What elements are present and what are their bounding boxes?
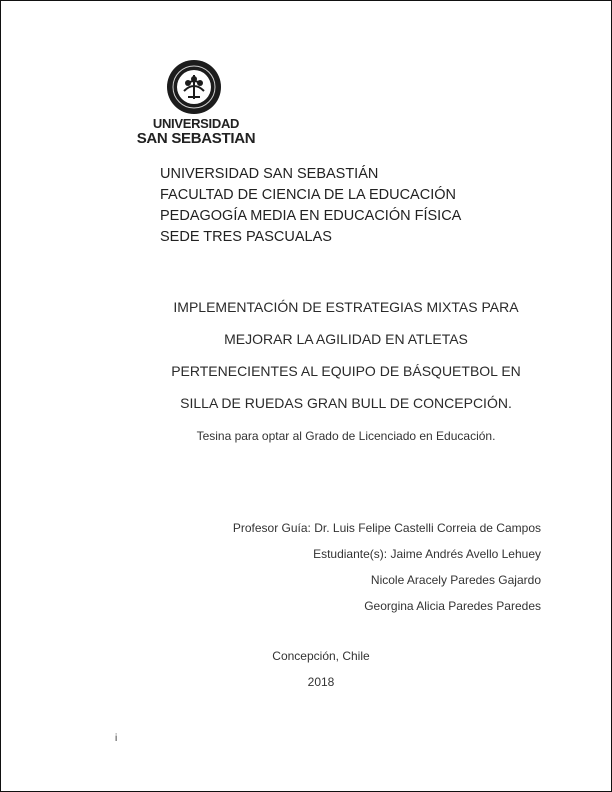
thesis-title-line-1: IMPLEMENTACIÓN DE ESTRATEGIAS MIXTAS PARA <box>173 299 519 315</box>
university-name: UNIVERSIDAD SAN SEBASTIÁN <box>160 166 379 182</box>
thesis-title-line-2: MEJORAR LA AGILIDAD EN ATLETAS <box>224 331 468 347</box>
guide-professor: Profesor Guía: Dr. Luis Felipe Castelli Correia de Campos <box>232 521 541 535</box>
faculty-name: FACULTAD DE CIENCIA DE LA EDUCACIÓN <box>160 187 456 203</box>
student-2: Nicole Aracely Paredes Gajardo <box>370 573 541 587</box>
thesis-title-line-3: PERTENECIENTES AL EQUIPO DE BÁSQUETBOL EN <box>171 363 521 379</box>
student-1: Estudiante(s): Jaime Andrés Avello Lehuey <box>313 547 541 561</box>
logo-wordmark <box>136 117 256 147</box>
logo-line-1: UNIVERSIDAD <box>152 116 240 131</box>
university-seal-icon <box>166 59 222 115</box>
place: Concepción, Chile <box>272 649 370 663</box>
thesis-subtitle: Tesina para optar al Grado de Licenciado en Educación. <box>196 429 496 443</box>
student-3: Georgina Alicia Paredes Paredes <box>364 599 541 613</box>
thesis-title-line-4: SILLA DE RUEDAS GRAN BULL DE CONCEPCIÓN. <box>180 395 512 411</box>
page-number: i <box>115 733 118 744</box>
institution-block <box>160 164 461 248</box>
campus-name: SEDE TRES PASCUALAS <box>160 229 332 245</box>
year: 2018 <box>307 675 335 689</box>
logo-line-2: SAN SEBASTIAN <box>136 130 256 147</box>
program-name: PEDAGOGÍA MEDIA EN EDUCACIÓN FÍSICA <box>160 208 462 224</box>
